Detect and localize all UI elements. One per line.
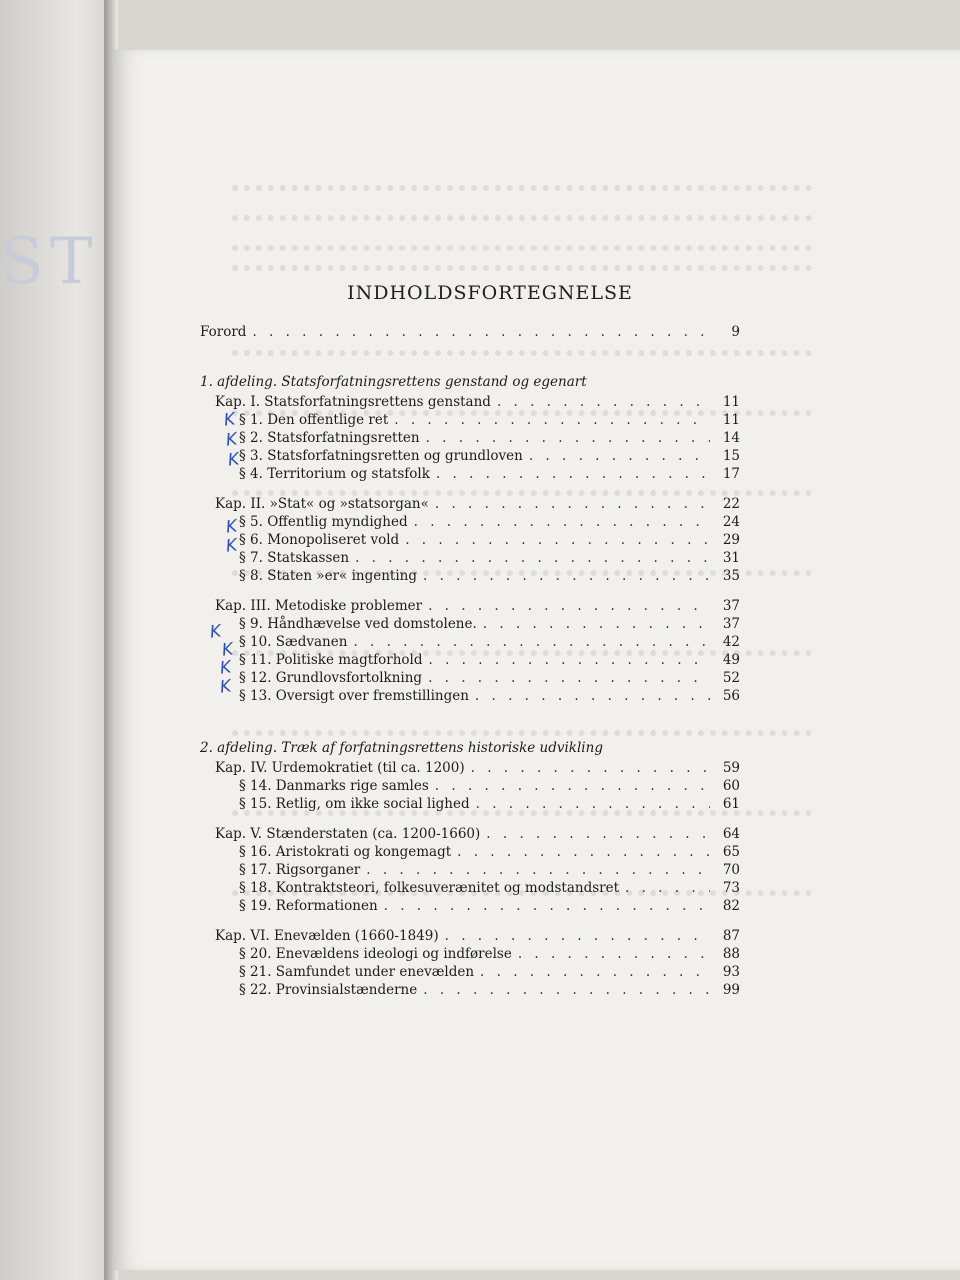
leader-dots — [480, 964, 710, 981]
entry-page: 93 — [722, 964, 740, 980]
toc-entry — [239, 412, 740, 429]
leader-dots — [355, 550, 710, 567]
leader-dots — [436, 466, 710, 483]
entry-label: § 8. Staten »er« ingenting — [239, 568, 418, 584]
entry-label: § 3. Statsforfatningsretten og grundloven — [239, 448, 523, 464]
leader-dots — [428, 598, 710, 615]
handwritten-mark: K — [220, 639, 235, 661]
entry-label: § 20. Enevældens ideologi og indførelse — [239, 946, 512, 962]
entry-label: § 7. Statskassen — [239, 550, 350, 566]
entry-page: 37 — [722, 598, 740, 614]
entry-label: § 22. Provinsialstænderne — [239, 982, 418, 998]
toc-entry — [239, 634, 740, 651]
leader-dots — [252, 324, 710, 341]
leader-dots — [366, 862, 710, 879]
entry-page: 60 — [722, 778, 740, 794]
leader-dots — [428, 670, 710, 687]
toc-entry — [239, 568, 740, 585]
entry-page: 24 — [722, 514, 740, 530]
toc-entry — [215, 826, 740, 843]
toc-entry — [215, 598, 740, 615]
toc-entry — [239, 430, 740, 447]
toc-entry — [239, 688, 740, 705]
entry-label: § 9. Håndhævelse ved domstolene. — [239, 616, 477, 632]
leader-dots — [486, 826, 710, 843]
leader-dots — [475, 688, 710, 705]
leader-dots — [435, 778, 710, 795]
toc-entry — [239, 652, 740, 669]
entry-page: 22 — [722, 496, 740, 512]
leader-dots — [518, 946, 710, 963]
leader-dots — [405, 532, 710, 549]
entry-page: 49 — [722, 652, 740, 668]
entry-page: 9 — [731, 324, 740, 340]
leader-dots — [426, 430, 710, 447]
leader-dots — [423, 982, 710, 999]
entry-page: 29 — [722, 532, 740, 548]
entry-page: 37 — [722, 616, 740, 632]
leader-dots — [394, 412, 710, 429]
entry-label: § 15. Retlig, om ikke social lighed — [239, 796, 470, 812]
facing-page — [0, 0, 112, 1280]
toc-entry — [239, 964, 740, 981]
leader-dots — [497, 394, 710, 411]
toc-entry — [239, 616, 740, 633]
toc-entry — [215, 496, 740, 513]
handwritten-mark: K — [222, 409, 237, 431]
entry-page: 35 — [722, 568, 740, 584]
entry-page: 59 — [722, 760, 740, 776]
entry-label: Kap. V. Stænderstaten (ca. 1200-1660) — [215, 826, 481, 842]
leader-dots — [476, 796, 710, 813]
entry-label: § 17. Rigsorganer — [239, 862, 361, 878]
entry-label: § 11. Politiske magtforhold — [239, 652, 423, 668]
toc-entry — [215, 394, 740, 411]
entry-label: § 14. Danmarks rige samles — [239, 778, 429, 794]
toc-entry — [239, 862, 740, 879]
entry-page: 42 — [722, 634, 740, 650]
toc-entry — [239, 844, 740, 861]
handwritten-mark: K — [218, 657, 233, 679]
entry-page: 11 — [722, 394, 740, 410]
entry-label: § 18. Kontraktsteori, folkesuverænitet og modstandsret — [239, 880, 620, 896]
toc-forord — [200, 324, 740, 341]
entry-page: 15 — [722, 448, 740, 464]
toc-entry — [239, 982, 740, 999]
toc-entry — [239, 466, 740, 483]
toc-entry — [239, 796, 740, 813]
entry-label: § 10. Sædvanen — [239, 634, 348, 650]
entry-label: § 1. Den offentlige ret — [239, 412, 389, 428]
leader-dots — [625, 880, 710, 897]
entry-label: Kap. III. Metodiske problemer — [215, 598, 423, 614]
leader-dots — [423, 568, 710, 585]
leader-dots — [483, 616, 710, 633]
toc-entry — [239, 670, 740, 687]
leader-dots — [429, 652, 710, 669]
toc-entry — [215, 760, 740, 777]
entry-page: 61 — [722, 796, 740, 812]
toc-entry — [239, 550, 740, 567]
leader-dots — [457, 844, 710, 861]
entry-page: 11 — [722, 412, 740, 428]
entry-page: 73 — [722, 880, 740, 896]
bleed-through-letters: ST — [0, 225, 99, 299]
section-heading-1: 1. afdeling. Statsforfatningsrettens genstand og egenart — [200, 374, 587, 390]
entry-page: 52 — [722, 670, 740, 686]
toc-entry — [239, 532, 740, 549]
entry-page: 82 — [722, 898, 740, 914]
handwritten-mark: K — [208, 621, 223, 643]
entry-label: Kap. VI. Enevælden (1660-1849) — [215, 928, 439, 944]
entry-label: § 16. Aristokrati og kongemagt — [239, 844, 452, 860]
entry-label: § 19. Reformationen — [239, 898, 378, 914]
entry-label: § 4. Territorium og statsfolk — [239, 466, 430, 482]
leader-dots — [353, 634, 710, 651]
leader-dots — [435, 496, 710, 513]
entry-page: 31 — [722, 550, 740, 566]
entry-label: § 12. Grundlovsfortolkning — [239, 670, 423, 686]
section-heading-2: 2. afdeling. Træk af forfatningsrettens historiske udvikling — [200, 740, 603, 756]
toc-entry — [239, 898, 740, 915]
entry-page: 56 — [722, 688, 740, 704]
entry-label: Kap. II. »Stat« og »statsorgan« — [215, 496, 429, 512]
leader-dots — [471, 760, 710, 777]
handwritten-mark: K — [224, 429, 239, 451]
entry-label: § 5. Offentlig myndighed — [239, 514, 408, 530]
entry-label: § 13. Oversigt over fremstillingen — [239, 688, 469, 704]
entry-label: § 2. Statsforfatningsretten — [239, 430, 420, 446]
handwritten-mark: K — [226, 449, 241, 471]
book-page — [112, 50, 960, 1270]
entry-page: 88 — [722, 946, 740, 962]
leader-dots — [384, 898, 710, 915]
handwritten-mark: K — [224, 516, 239, 538]
entry-label: Forord — [200, 324, 247, 340]
toc-entry — [239, 880, 740, 897]
leader-dots — [529, 448, 710, 465]
leader-dots — [445, 928, 710, 945]
leader-dots — [414, 514, 710, 531]
toc-entry — [239, 946, 740, 963]
entry-page: 99 — [722, 982, 740, 998]
toc-entry — [239, 448, 740, 465]
handwritten-mark: K — [224, 535, 239, 557]
toc-entry — [239, 514, 740, 531]
entry-label: Kap. IV. Urdemokratiet (til ca. 1200) — [215, 760, 465, 776]
toc-entry — [215, 928, 740, 945]
entry-page: 87 — [722, 928, 740, 944]
page-title: INDHOLDSFORTEGNELSE — [347, 282, 633, 304]
entry-page: 64 — [722, 826, 740, 842]
entry-label: § 21. Samfundet under enevælden — [239, 964, 475, 980]
entry-page: 17 — [722, 466, 740, 482]
entry-label: § 6. Monopoliseret vold — [239, 532, 400, 548]
entry-label: Kap. I. Statsforfatningsrettens genstand — [215, 394, 491, 410]
entry-page: 70 — [722, 862, 740, 878]
toc-entry — [239, 778, 740, 795]
entry-page: 65 — [722, 844, 740, 860]
handwritten-mark: K — [218, 676, 233, 698]
entry-page: 14 — [722, 430, 740, 446]
